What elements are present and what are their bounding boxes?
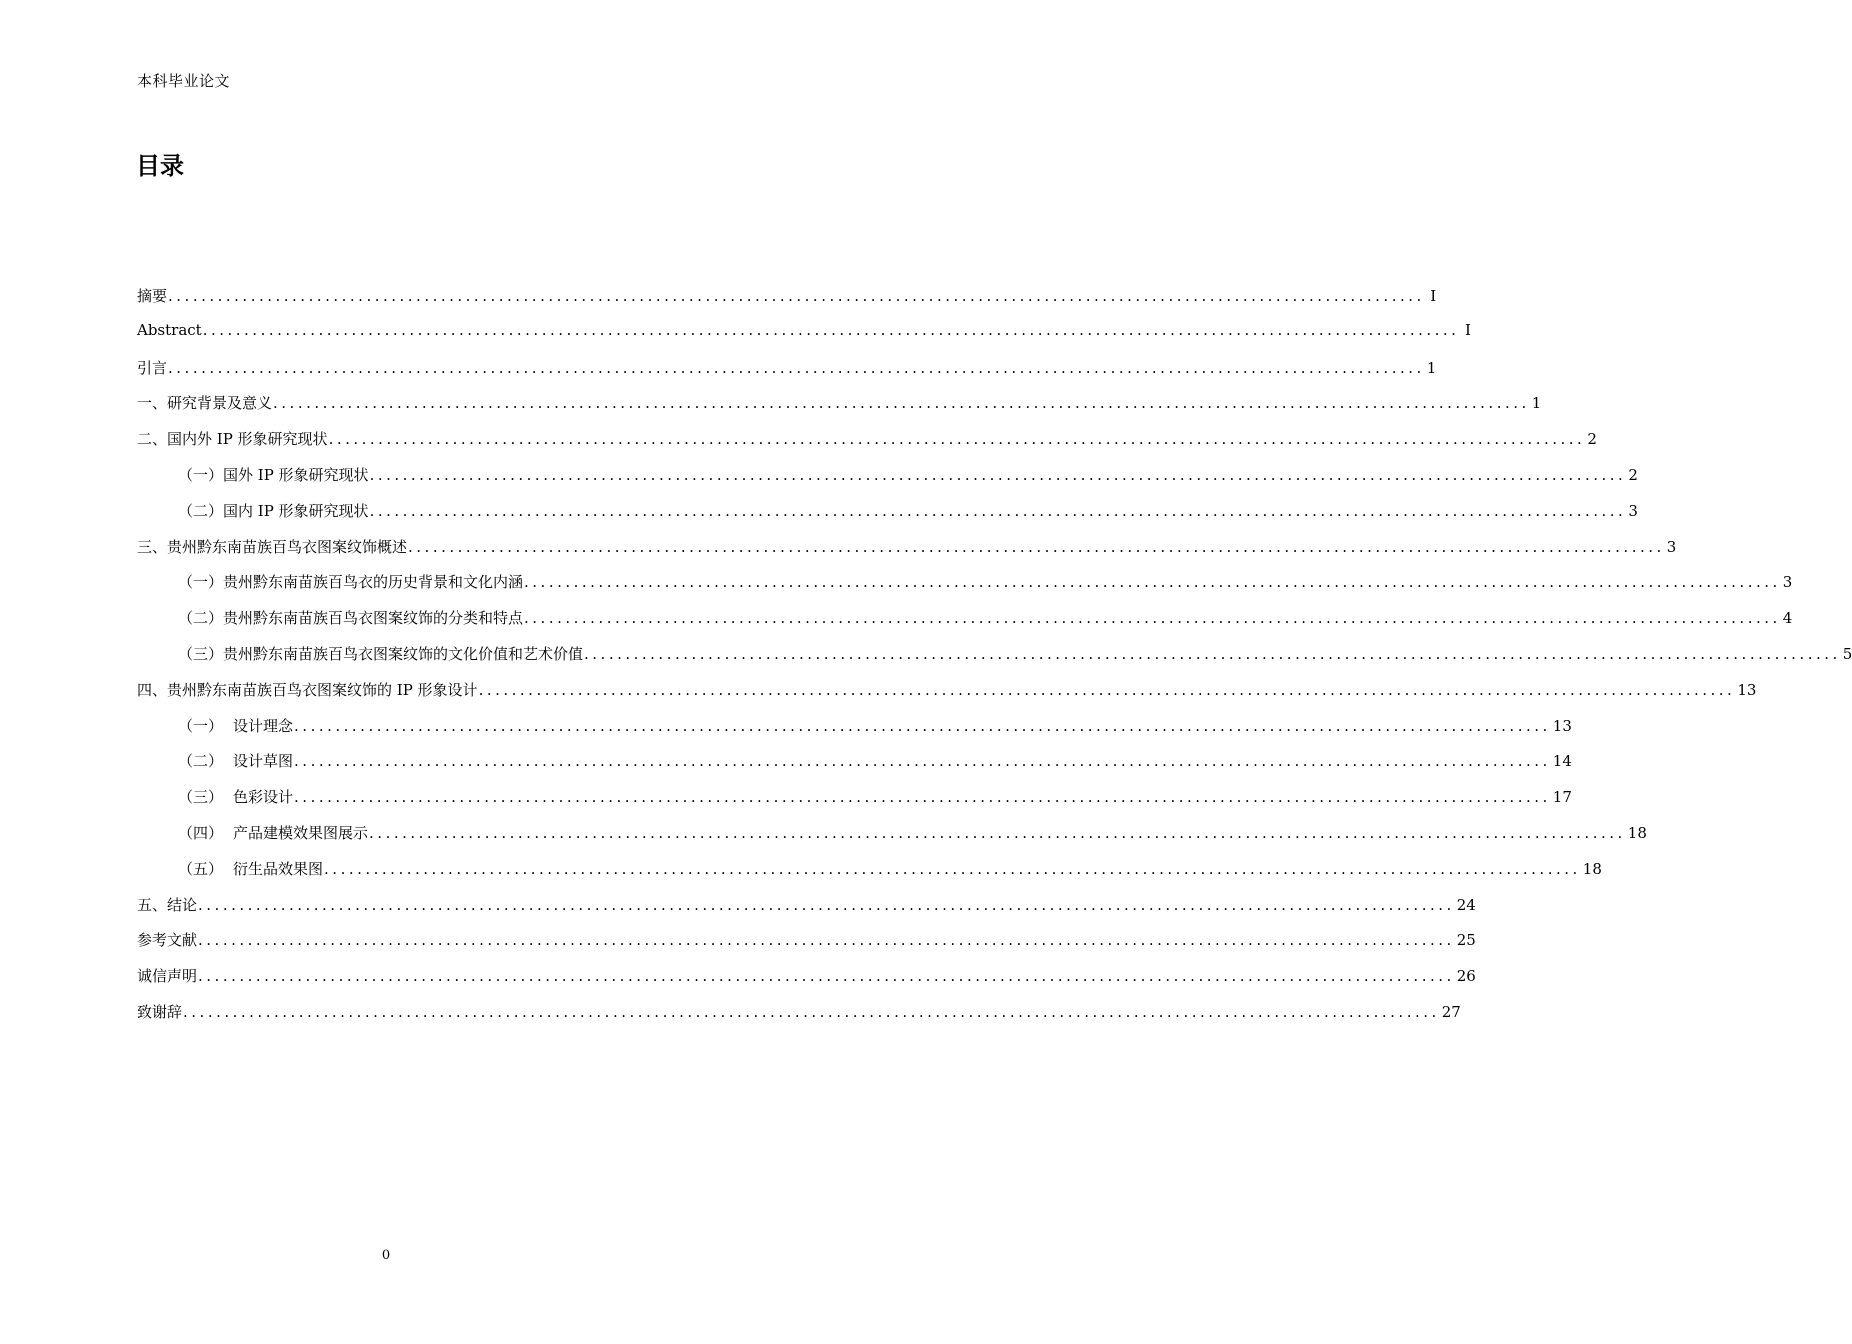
dot-leader: ........................................................................................................................................................ bbox=[478, 680, 1736, 699]
toc-entry-section-2[interactable] bbox=[137, 428, 1597, 464]
dot-leader: ........................................................................................................................................................ bbox=[294, 752, 1551, 771]
toc-title: 衍生品效果图 bbox=[233, 859, 324, 878]
toc-entry-section-4-1[interactable] bbox=[137, 715, 1572, 751]
toc-page-number: 1 bbox=[1426, 358, 1437, 377]
toc-title: 色彩设计 bbox=[233, 788, 294, 807]
toc-page-number: 13 bbox=[1737, 680, 1757, 699]
toc-number: （一） bbox=[178, 716, 224, 735]
toc-label bbox=[178, 750, 293, 771]
toc-page-number: 2 bbox=[1628, 465, 1638, 484]
dot-leader: ........................................................................................................................................................ bbox=[294, 788, 1551, 807]
dot-leader: ........................................................................................................................................................ bbox=[198, 895, 1455, 914]
toc-page-number: 18 bbox=[1582, 859, 1602, 878]
toc-entry-section-4-2[interactable] bbox=[137, 750, 1572, 786]
toc-label: 引言 bbox=[137, 358, 168, 377]
toc-page-number: 4 bbox=[1782, 609, 1793, 628]
toc-entry-abstract-en[interactable] bbox=[137, 320, 1471, 357]
toc-label: 三、贵州黔东南苗族百鸟衣图案纹饰概述 bbox=[137, 537, 408, 556]
toc-entry-section-2-1[interactable] bbox=[137, 464, 1638, 500]
toc-title: 设计理念 bbox=[233, 716, 294, 735]
dot-leader: ........................................................................................................................................................ bbox=[408, 537, 1665, 556]
dot-leader: ........................................................................................................................................................ bbox=[294, 716, 1551, 735]
toc-page-number: 3 bbox=[1782, 573, 1793, 592]
toc-label: 摘要 bbox=[137, 287, 168, 305]
toc-entry-conclusion[interactable] bbox=[137, 894, 1476, 930]
toc-label: 五、结论 bbox=[137, 895, 198, 914]
toc-page-number: 24 bbox=[1456, 895, 1476, 914]
dot-leader: ........................................................................................................................................................ bbox=[198, 931, 1455, 950]
table-of-contents bbox=[137, 285, 1852, 1037]
toc-page-number: 5 bbox=[1842, 644, 1852, 663]
toc-entry-section-4[interactable] bbox=[137, 679, 1757, 715]
toc-entry-section-3-3[interactable] bbox=[137, 643, 1852, 679]
dot-leader: ........................................................................................................................................................ bbox=[168, 287, 1425, 305]
toc-label: （一）国外 IP 形象研究现状 bbox=[178, 465, 369, 484]
toc-entry-integrity-statement[interactable] bbox=[137, 965, 1476, 1001]
toc-page-number: 3 bbox=[1666, 537, 1677, 556]
dot-leader: ........................................................................................................................................................ bbox=[324, 859, 1581, 878]
dot-leader: ........................................................................................................................................................ bbox=[369, 465, 1627, 484]
toc-label: （二）国内 IP 形象研究现状 bbox=[178, 501, 369, 520]
toc-page-number: 17 bbox=[1552, 788, 1572, 807]
toc-entry-section-4-3[interactable] bbox=[137, 786, 1572, 822]
toc-label bbox=[178, 786, 293, 807]
dot-leader: ........................................................................................................................................................ bbox=[524, 609, 1781, 628]
toc-number: （五） bbox=[178, 859, 224, 878]
toc-title: 产品建模效果图展示 bbox=[233, 823, 369, 842]
dot-leader: ........................................................................................................................................................ bbox=[198, 967, 1455, 986]
toc-page-number: 27 bbox=[1441, 1002, 1461, 1021]
toc-entry-section-4-5[interactable] bbox=[137, 858, 1602, 894]
toc-label: 致谢辞 bbox=[137, 1002, 183, 1021]
dot-leader: ........................................................................................................................................................ bbox=[584, 644, 1841, 663]
toc-entry-section-3[interactable] bbox=[137, 536, 1677, 572]
toc-label bbox=[178, 822, 368, 843]
toc-number: （四） bbox=[178, 823, 224, 842]
dot-leader: ........................................................................................................................................................ bbox=[273, 394, 1530, 413]
toc-label: 一、研究背景及意义 bbox=[137, 394, 273, 413]
toc-label: （三）贵州黔东南苗族百鸟衣图案纹饰的文化价值和艺术价值 bbox=[178, 644, 584, 663]
toc-entry-section-3-2[interactable] bbox=[137, 607, 1793, 643]
toc-page-number: 3 bbox=[1628, 501, 1638, 520]
toc-label: 诚信声明 bbox=[137, 967, 198, 986]
dot-leader: ........................................................................................................................................................ bbox=[369, 823, 1626, 842]
toc-number: （三） bbox=[178, 788, 224, 807]
toc-entry-references[interactable] bbox=[137, 929, 1476, 965]
toc-label bbox=[178, 858, 323, 879]
toc-entry-section-1[interactable] bbox=[137, 392, 1542, 428]
toc-label: 四、贵州黔东南苗族百鸟衣图案纹饰的 IP 形象设计 bbox=[137, 680, 478, 699]
toc-title: 设计草图 bbox=[233, 752, 294, 771]
toc-entry-section-4-4[interactable] bbox=[137, 822, 1647, 858]
dot-leader: ........................................................................................................................................................ bbox=[183, 1002, 1440, 1021]
toc-page-number: I bbox=[1430, 287, 1437, 305]
toc-entry-introduction[interactable] bbox=[137, 357, 1437, 393]
toc-entry-section-2-2[interactable] bbox=[137, 500, 1638, 536]
dot-leader: ........................................................................................................................................................ bbox=[369, 501, 1627, 520]
toc-label: 二、国内外 IP 形象研究现状 bbox=[137, 430, 328, 449]
toc-entry-section-3-1[interactable] bbox=[137, 571, 1793, 607]
toc-page-number: 25 bbox=[1456, 931, 1476, 950]
toc-label: （一）贵州黔东南苗族百鸟衣的历史背景和文化内涵 bbox=[178, 573, 524, 592]
toc-page-number: 1 bbox=[1531, 394, 1542, 413]
toc-page-number: 18 bbox=[1627, 823, 1647, 842]
toc-label: 参考文献 bbox=[137, 931, 198, 950]
page-title: 目录 bbox=[136, 152, 184, 180]
dot-leader: ........................................................................................................................................................ bbox=[168, 358, 1425, 377]
toc-number: （二） bbox=[178, 752, 224, 771]
toc-page-number: 14 bbox=[1552, 752, 1572, 771]
dot-leader: ........................................................................................................................................................ bbox=[524, 573, 1781, 592]
toc-page-number: 2 bbox=[1587, 430, 1597, 449]
toc-page-number: I bbox=[1464, 320, 1471, 339]
dot-leader: ........................................................................................................................................................ bbox=[328, 430, 1586, 449]
dot-leader: ........................................................................................................................................................ bbox=[202, 320, 1460, 339]
toc-label: Abstract bbox=[137, 320, 202, 339]
toc-label: （二）贵州黔东南苗族百鸟衣图案纹饰的分类和特点 bbox=[178, 609, 524, 628]
toc-page-number: 13 bbox=[1552, 716, 1572, 735]
toc-entry-abstract-cn[interactable] bbox=[137, 285, 1437, 321]
running-header: 本科毕业论文 bbox=[137, 72, 231, 90]
toc-entry-acknowledgements[interactable] bbox=[137, 1001, 1461, 1037]
page-number-footer: 0 bbox=[381, 1248, 391, 1263]
toc-page-number: 26 bbox=[1456, 967, 1476, 986]
toc-label bbox=[178, 715, 293, 736]
